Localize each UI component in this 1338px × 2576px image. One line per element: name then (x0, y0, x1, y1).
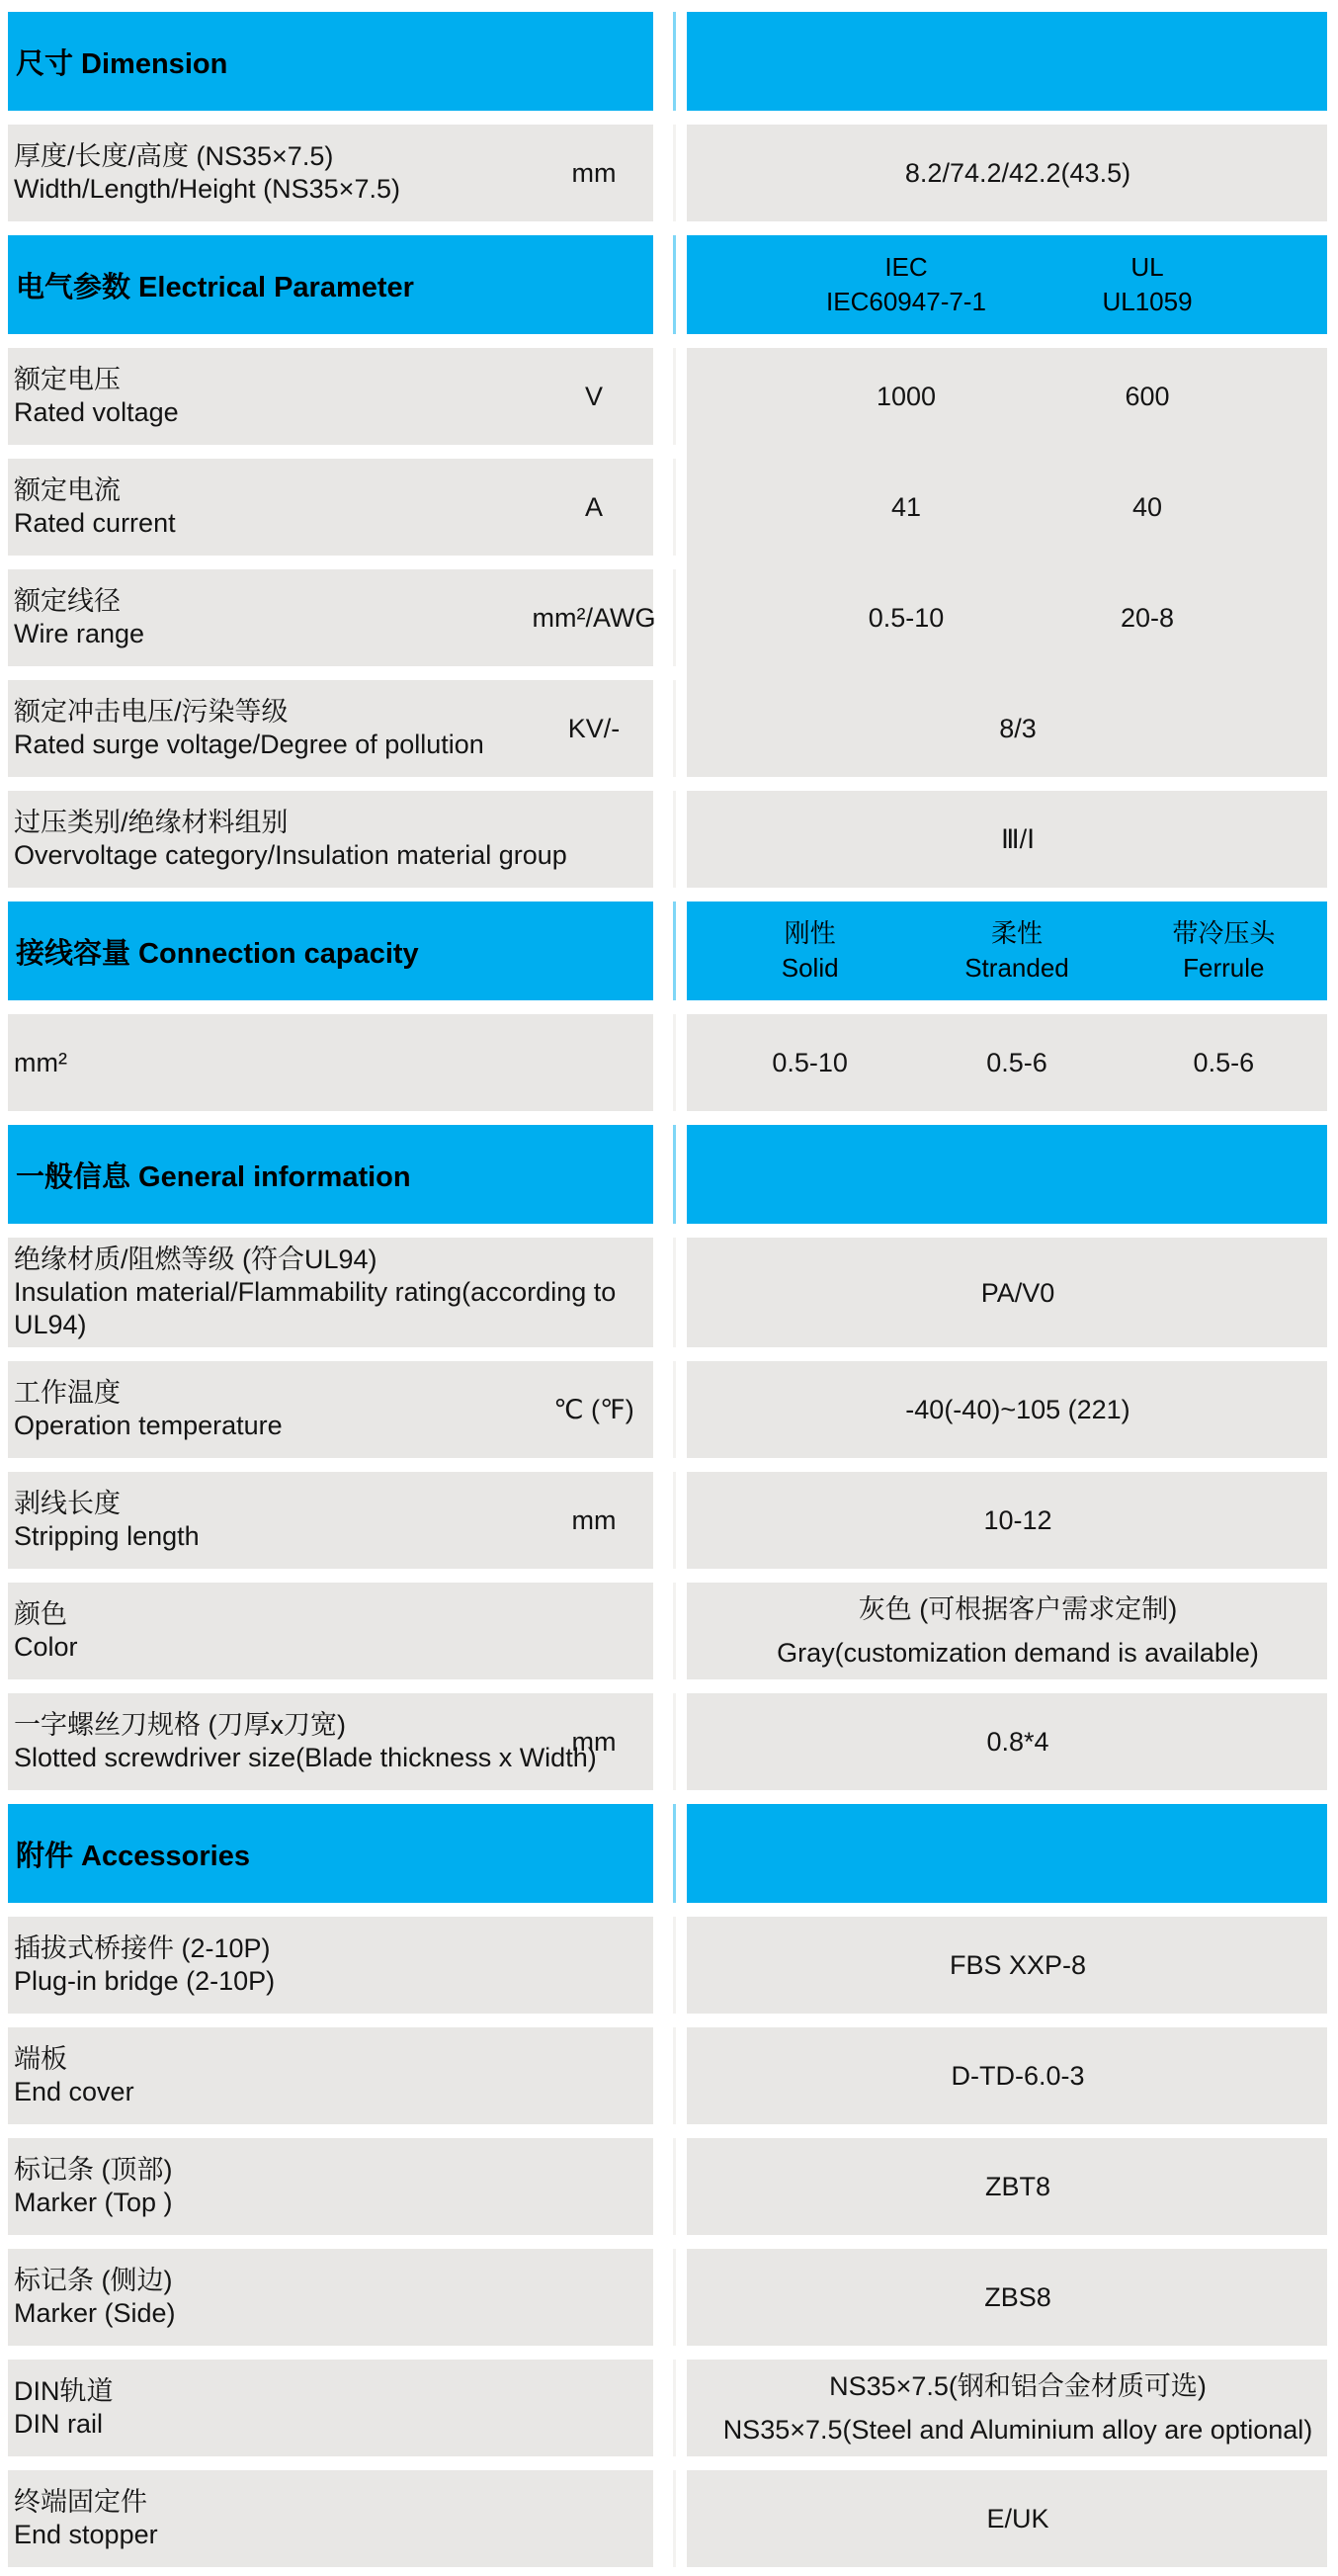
parameter-label-en: Color (14, 1632, 78, 1662)
value (687, 1588, 1327, 1674)
value-grid (687, 375, 1327, 418)
parameter-cell (8, 1917, 653, 2014)
section-title: 电气参数 Electrical Parameter (16, 271, 414, 303)
section-header-cell (8, 1125, 653, 1224)
parameter-label-en: End stopper (14, 2520, 158, 2549)
value: 0.5-10 (772, 1048, 848, 1077)
column-divider (673, 1361, 676, 1458)
sub-column-line1: 刚性 (784, 918, 836, 948)
value-line1: E/UK (986, 2504, 1049, 2533)
group-value-row (687, 680, 1327, 777)
value (687, 817, 1327, 861)
sub-column-header (1027, 250, 1268, 319)
group-value-row (687, 348, 1327, 445)
parameter-label-en: Slotted screwdriver size(Blade thickness x Width) (14, 1743, 597, 1772)
unit-label: mm (571, 1726, 617, 1757)
parameter-label-zh: 端板 (14, 2044, 67, 2074)
table-row (8, 1472, 1327, 1569)
value (687, 1499, 1327, 1542)
value (687, 1720, 1327, 1763)
value (687, 1943, 1327, 1987)
parameter-label-zh: 剥线长度 (14, 1489, 121, 1518)
value-line1: D-TD-6.0-3 (951, 2061, 1085, 2091)
parameter-label-zh: 工作温度 (14, 1378, 121, 1408)
parameter-cell (8, 791, 653, 888)
parameter-cell (8, 2027, 653, 2124)
value-grid (687, 596, 1327, 640)
value-cell (687, 1014, 1327, 1111)
unit-label: V (584, 381, 603, 411)
value-line1: 0.8*4 (986, 1727, 1049, 1757)
parameter-cell (8, 125, 653, 221)
section-header-cell (8, 12, 653, 111)
table-row (8, 2470, 1327, 2567)
value-cell (687, 1361, 1327, 1458)
table-row (8, 2027, 1327, 2124)
parameter-cell (8, 459, 653, 556)
section-header-right-cell (687, 12, 1327, 111)
unit-label: KV/- (567, 713, 621, 743)
column-divider (673, 1472, 676, 1569)
section-header-row (8, 235, 1327, 334)
merged-group (8, 348, 1327, 777)
table-row (8, 2360, 1327, 2456)
value-cell (687, 1917, 1327, 2014)
value-line1: FBS XXP-8 (949, 1950, 1087, 1980)
value-cell (687, 1583, 1327, 1679)
sub-column-header (707, 916, 913, 986)
table-row (8, 2249, 1327, 2346)
section-header-cell (8, 902, 653, 1000)
column-divider (673, 791, 676, 888)
parameter-cell (8, 1014, 653, 1111)
parameter-label-zh: 额定电流 (14, 475, 121, 505)
parameter-cell (8, 1238, 653, 1347)
group-merged-value-cell (687, 348, 1327, 777)
value-cell (687, 2470, 1327, 2567)
parameter-cell (8, 1693, 653, 1790)
value-line2: NS35×7.5(Steel and Aluminium alloy are optional) (722, 2415, 1313, 2445)
column-divider (673, 1014, 676, 1111)
table-row (8, 125, 1327, 221)
unit-label: mm²/AWG (532, 602, 656, 633)
section-title: 尺寸 Dimension (16, 47, 228, 80)
column-divider (673, 680, 676, 777)
sub-column-header (786, 250, 1027, 319)
parameter-label-en: Overvoltage category/Insulation material group (14, 840, 567, 870)
unit-label: mm (571, 1504, 617, 1535)
value (687, 2275, 1327, 2319)
value-cell (687, 791, 1327, 888)
section-header-right-cell (687, 1804, 1327, 1903)
section-header-row (8, 1125, 1327, 1224)
column-divider (673, 235, 676, 334)
table-row (8, 1693, 1327, 1790)
table-row (8, 1238, 1327, 1347)
value-cell (687, 125, 1327, 221)
parameter-cell (8, 1361, 653, 1458)
value-line1: 10-12 (983, 1505, 1052, 1535)
value-cell (687, 2360, 1327, 2456)
value: 20-8 (1120, 603, 1175, 633)
sub-column-headers (687, 916, 1327, 986)
column-divider (673, 1583, 676, 1679)
sub-column-line1: IEC (884, 252, 928, 282)
parameter-label-en: Rated surge voltage/Degree of pollution (14, 730, 484, 759)
sub-column-line1: 带冷压头 (1172, 918, 1276, 948)
value-line1: NS35×7.5(钢和铝合金材质可选) (829, 2371, 1207, 2401)
value-grid (687, 1041, 1327, 1084)
parameter-label-en: DIN rail (14, 2409, 104, 2439)
value: 41 (890, 492, 922, 522)
column-divider (673, 125, 676, 221)
parameter-label-en: Stripping length (14, 1521, 200, 1551)
sub-column-header (913, 916, 1120, 986)
column-divider (673, 2360, 676, 2456)
value (687, 1388, 1327, 1431)
sub-column-header (1121, 916, 1327, 986)
parameter-cell (8, 2360, 653, 2456)
section-header-right-cell (687, 1125, 1327, 1224)
sub-column-line2: Stranded (964, 953, 1069, 983)
column-divider (673, 1917, 676, 2014)
value-grid (687, 707, 1327, 750)
parameter-label-en: Marker (Side) (14, 2298, 176, 2328)
parameter-label-zh: 过压类别/绝缘材料组别 (14, 808, 289, 837)
parameter-label-en: Insulation material/Flammability rating(according to UL94) (14, 1277, 617, 1339)
sub-column-line1: 柔性 (990, 918, 1043, 948)
value: 0.5-6 (1193, 1048, 1255, 1077)
parameter-cell (8, 1472, 653, 1569)
value-cell (687, 2249, 1327, 2346)
value: 0.5-10 (868, 603, 945, 633)
group-divider-column (673, 348, 676, 777)
section-header-row (8, 12, 1327, 111)
value-cell (687, 2027, 1327, 2124)
table-row (8, 2138, 1327, 2235)
parameter-label-en: Plug-in bridge (2-10P) (14, 1966, 276, 1996)
parameter-label-en: Width/Length/Height (NS35×7.5) (14, 174, 400, 204)
parameter-label-en: Rated voltage (14, 397, 179, 427)
parameter-label-zh: 额定冲击电压/污染等级 (14, 697, 289, 727)
parameter-label-zh: DIN轨道 (14, 2376, 114, 2406)
parameter-label-zh: 标记条 (顶部) (14, 2155, 173, 2185)
value (687, 2165, 1327, 2208)
parameter-label-zh: 厚度/长度/高度 (NS35×7.5) (14, 141, 334, 171)
sub-column-headers (687, 250, 1327, 319)
column-divider (673, 1125, 676, 1224)
parameter-label-zh: 终端固定件 (14, 2487, 147, 2517)
parameter-label-en: End cover (14, 2077, 134, 2106)
parameter-label-en: Marker (Top ) (14, 2188, 173, 2217)
parameter-label-zh: 额定线径 (14, 586, 121, 616)
group-value-row (687, 459, 1327, 556)
group-parameter-column (8, 348, 656, 777)
value-line1: ZBS8 (984, 2282, 1051, 2312)
value: 40 (1131, 492, 1163, 522)
section-title: 接线容量 Connection capacity (16, 937, 419, 970)
section-header-right-cell (687, 902, 1327, 1000)
column-divider (673, 2027, 676, 2124)
value (687, 2497, 1327, 2540)
value (687, 151, 1327, 195)
column-divider (673, 2249, 676, 2346)
section-header-row (8, 1804, 1327, 1903)
value (687, 2054, 1327, 2098)
parameter-label-zh: 额定电压 (14, 365, 121, 394)
value-line1: 8.2/74.2/42.2(43.5) (904, 158, 1131, 188)
parameter-cell (8, 569, 656, 666)
section-header-cell (8, 1804, 653, 1903)
parameter-label-zh: 标记条 (侧边) (14, 2266, 173, 2295)
column-divider (673, 1804, 676, 1903)
unit-label: A (584, 491, 603, 522)
value-cell (687, 1472, 1327, 1569)
value: 1000 (876, 382, 937, 411)
group-value-row (687, 569, 1327, 666)
section-header-row (8, 902, 1327, 1000)
value (687, 2364, 1327, 2451)
column-divider (673, 1693, 676, 1790)
parameter-cell (8, 680, 653, 777)
unit-label: mm (571, 157, 617, 188)
value-line1: Ⅲ/Ⅰ (1000, 824, 1036, 854)
table-row (8, 1583, 1327, 1679)
value-grid (687, 485, 1327, 529)
parameter-label-en: Rated current (14, 508, 176, 538)
table-row (8, 1361, 1327, 1458)
column-divider (673, 2138, 676, 2235)
parameter-label-zh: 插拔式桥接件 (2-10P) (14, 1933, 271, 1963)
value-line2: Gray(customization demand is available) (777, 1638, 1259, 1668)
parameter-label-zh: 颜色 (14, 1599, 67, 1629)
sub-column-line2: UL1059 (1102, 287, 1193, 316)
parameter-label-zh: 一字螺丝刀规格 (刀厚x刀宽) (14, 1710, 346, 1740)
column-divider (673, 902, 676, 1000)
section-title: 附件 Accessories (16, 1840, 250, 1872)
parameter-cell (8, 348, 653, 445)
parameter-label-en: Wire range (14, 619, 145, 648)
table-row (8, 1917, 1327, 2014)
column-divider (673, 1238, 676, 1347)
value: 8/3 (999, 714, 1037, 743)
table-row (8, 791, 1327, 888)
parameter-label-zh: 绝缘材质/阻燃等级 (符合UL94) (14, 1245, 377, 1274)
value-cell (687, 1693, 1327, 1790)
value: 600 (1125, 382, 1170, 411)
value-line1: ZBT8 (984, 2172, 1050, 2201)
value-cell (687, 1238, 1327, 1347)
section-title: 一般信息 General information (16, 1160, 411, 1193)
sub-column-line2: Solid (781, 953, 839, 983)
table-row (8, 1014, 1327, 1111)
value-line1: PA/V0 (980, 1277, 1055, 1308)
section-header-cell (8, 235, 653, 334)
value-cell (687, 2138, 1327, 2235)
section-header-right-cell (687, 235, 1327, 334)
parameter-cell (8, 1583, 653, 1679)
sub-column-line1: UL (1130, 252, 1164, 282)
parameter-cell (8, 2249, 653, 2346)
column-divider (673, 569, 676, 666)
parameter-cell (8, 2138, 653, 2235)
sub-column-line2: Ferrule (1183, 953, 1265, 983)
sub-column-line2: IEC60947-7-1 (826, 287, 986, 316)
parameter-cell (8, 2470, 653, 2567)
value-line1: 灰色 (可根据客户需求定制) (858, 1594, 1178, 1624)
parameter-label-en: Operation temperature (14, 1411, 283, 1440)
value: 0.5-6 (986, 1048, 1047, 1077)
unit-label: ℃ (℉) (553, 1394, 634, 1424)
column-divider (673, 2470, 676, 2567)
column-divider (673, 348, 676, 445)
value-line1: -40(-40)~105 (221) (905, 1395, 1130, 1424)
column-divider (673, 459, 676, 556)
column-divider (673, 12, 676, 111)
value (687, 1271, 1327, 1315)
parameter-label-zh: mm² (14, 1047, 67, 1077)
